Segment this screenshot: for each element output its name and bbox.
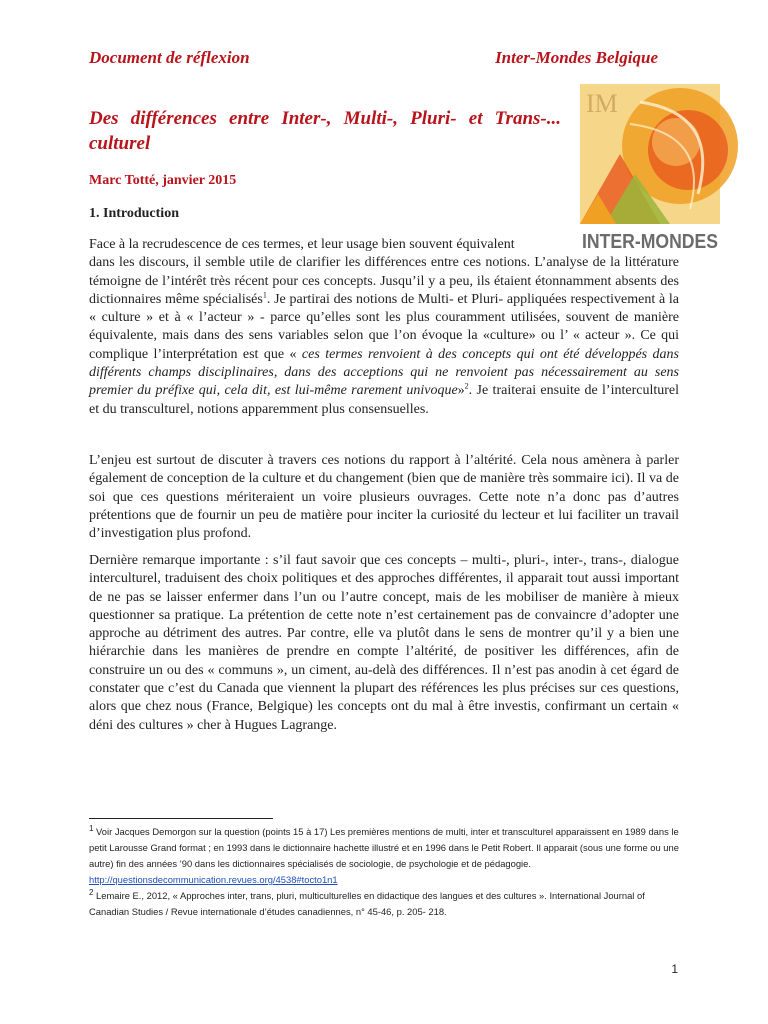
header-organization: Inter-Mondes Belgique bbox=[495, 48, 658, 67]
footnote-1-link[interactable]: http://questionsdecommunication.revues.org/4538#tocto1n1 bbox=[89, 874, 338, 885]
footnote-2-number: 2 bbox=[89, 887, 94, 897]
paragraph-introduction-text-cont: . Je partirai des notions de Multi- et Pluri- appliquées respectivement à la « culture » et à « l’acteur » - parce qu’elles sont les plus couramment utilisées, souvent de manière équivalente, mais dans des sens variables selon que l’on évoque la «culture» ou l’ « acteur ». Ce qui complique l’interprétation est que « bbox=[89, 291, 680, 362]
logo-monogram: IM bbox=[586, 89, 618, 118]
footnotes bbox=[89, 824, 681, 920]
author-date: Marc Totté, janvier 2015 bbox=[89, 173, 237, 188]
quoted-definition: ces termes renvoient à des concepts qui ont été développés dans différents champs disciplinaires, dans des acceptions qui ne renvoient pas nécessairement au sens premier du préfixe qui, cela dit, est lui-même rarement univoque bbox=[89, 346, 679, 399]
inter-mondes-logo bbox=[580, 84, 720, 254]
logo-wordmark: INTER-MONDES bbox=[582, 231, 718, 253]
footnote-2-text: Lemaire E., 2012, « Approches inter, trans, pluri, multiculturelles en didactique des langues et des cultures ». International Journal of Canadian Studies / Revue internationale d’études canadiennes, n° 45-46, p. 205- 218. bbox=[89, 890, 645, 917]
footnote-ref-1[interactable]: 1 bbox=[262, 290, 267, 300]
document-title: Des différences entre Inter-, Multi-, Pluri- et Trans-... culturel bbox=[89, 108, 561, 154]
footnote-2 bbox=[89, 888, 681, 920]
paragraph-alterity: L’enjeu est surtout de discuter à travers ces notions du rapport à l’altérité. Cela nous amènera à parler également de conception de la culture et du changement (bien que de manière très sommaire ici). Il va de soi que ces questions mériteraient un voire plusieurs ouvrages. Cette note n’a donc pas d’autres prétentions que de fournir un peu de matière pour inciter la curiosité du lecteur et lui faciliter un travail d’investigation plus profond. bbox=[89, 453, 679, 542]
paragraph-introduction-text: dans les discours, il semble utile de clarifier les différences entre ces notions. L’analyse de la littérature témoigne de l’intérêt très récent pour ces concepts. Jusqu’il y a peu, ils étaient étonnamment absents des dictionnaires même spécialisés bbox=[89, 255, 679, 307]
section-heading: 1. Introduction bbox=[89, 206, 179, 221]
footnote-1-number: 1 bbox=[89, 823, 94, 833]
paragraph-remark: Dernière remarque importante : s’il faut savoir que ces concepts – multi-, pluri-, inter-, trans-, dialogue interculturel, traduisent des choix politiques et des approches différentes, il apparait tout aussi important de ne pas se laisser enfermer dans l’un ou l’autre concept, mais de les mobiliser de manière à mieux questionner sa pratique. La prétention de cette note n’est certainement pas de convaincre d’adopter une approche au détriment des autres. Par contre, elle va plutôt dans le sens de montrer qu’il y a bien une hiérarchie dans les manières de prendre en compte l’altérité, de positiver les différences, afin de construire un ou des « communs », un ciment, au-delà des différences. Il n’est pas anodin à cet égard de constater que c’est du Canada que viennent la plupart des références les plus précises sur ces questions, alors que chez nous (France, Belgique) les concepts ont du mal à être investis, confirmant un certain « déni des cultures » cher à Hugues Lagrange. bbox=[89, 553, 679, 733]
footnote-1 bbox=[89, 824, 681, 888]
paragraph-introduction-line1: Face à la recrudescence de ces termes, et leur usage bien souvent équivalent bbox=[89, 237, 515, 252]
footnote-ref-2[interactable]: 2 bbox=[464, 381, 469, 391]
quote-close: » bbox=[457, 383, 465, 399]
paragraph-introduction-end: . Je traiterai ensuite de l’interculturel et du transculturel, notions apparemment plus consensuelles. bbox=[89, 383, 679, 417]
footnote-1-text: Voir Jacques Demorgon sur la question (points 15 à 17) Les premières mentions de multi, inter et transculturel apparaissent en 1989 dans le petit Larousse Grand format ; en 1993 dans le dictionnaire hachette illustré et en 1996 dans le Petit Robert. Il apparait (sous une forme ou une autre) fin des années ’90 dans les dictionnaires spécialisés de sociologie, de psychologie et de pédagogie. bbox=[89, 826, 679, 869]
paragraph-introduction bbox=[89, 236, 679, 419]
page-number: 1 bbox=[671, 962, 678, 976]
header-document-type: Document de réflexion bbox=[89, 48, 250, 67]
footnote-separator bbox=[89, 818, 273, 819]
